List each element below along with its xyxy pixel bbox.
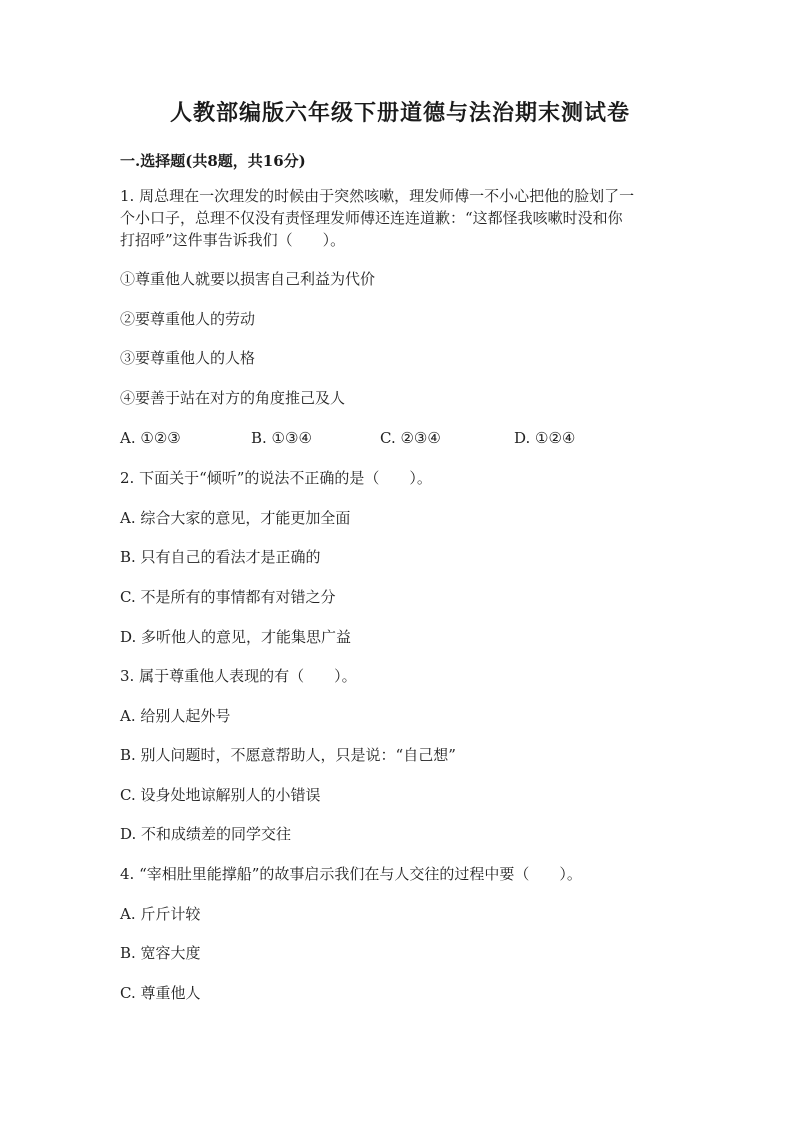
question-1-stem-line: 打招呼”这件事告诉我们（ ）。 — [120, 231, 346, 249]
question-2-option-d: D. 多听他人的意见，才能集思广益 — [120, 628, 352, 646]
exam-title: 人教部编版六年级下册道德与法治期末测试卷 — [169, 100, 630, 126]
question-1-stem — [120, 185, 680, 251]
question-2-option-c: C. 不是所有的事情都有对错之分 — [120, 588, 336, 606]
question-1-statement: ①尊重他人就要以损害自己利益为代价 — [120, 270, 376, 288]
question-3-option-b: B. 别人问题时，不愿意帮助人，只是说：“自己想” — [120, 746, 456, 764]
question-4-option-c: C. 尊重他人 — [120, 984, 201, 1002]
question-1-option-c: C. ②③④ — [380, 429, 441, 447]
question-1-options — [120, 427, 680, 449]
question-4-option-a: A. 斤斤计较 — [120, 905, 201, 923]
question-4-option-b: B. 宽容大度 — [120, 944, 201, 962]
question-3-option-a: A. 给别人起外号 — [120, 707, 231, 725]
question-1-option-d: D. ①②④ — [514, 429, 576, 447]
question-1-statement: ④要善于站在对方的角度推己及人 — [120, 389, 346, 407]
question-4-stem: 4. “宰相肚里能撑船”的故事启示我们在与人交往的过程中要（ ）。 — [120, 865, 582, 883]
question-2-option-b: B. 只有自己的看法才是正确的 — [120, 548, 321, 566]
question-2-stem: 2. 下面关于“倾听”的说法不正确的是（ ）。 — [120, 469, 432, 487]
question-1-option-b: B. ①③④ — [251, 429, 312, 447]
question-2-option-a: A. 综合大家的意见，才能更加全面 — [120, 509, 351, 527]
question-1-statement: ③要尊重他人的人格 — [120, 349, 256, 367]
question-1-option-a: A. ①②③ — [120, 429, 181, 447]
question-1-statement: ②要尊重他人的劳动 — [120, 310, 256, 328]
question-3-option-d: D. 不和成绩差的同学交往 — [120, 825, 292, 843]
question-3-stem: 3. 属于尊重他人表现的有（ ）。 — [120, 667, 357, 685]
question-1-stem-line: 1. 周总理在一次理发的时候由于突然咳嗽，理发师傅一不小心把他的脸划了一 — [120, 187, 635, 205]
question-1-stem-line: 个小口子，总理不仅没有责怪理发师傅还连连道歉：“这都怪我咳嗽时没和你 — [120, 209, 623, 227]
section-heading: 一.选择题(共8题，共16分) — [120, 152, 306, 170]
question-3-option-c: C. 设身处地谅解别人的小错误 — [120, 786, 321, 804]
